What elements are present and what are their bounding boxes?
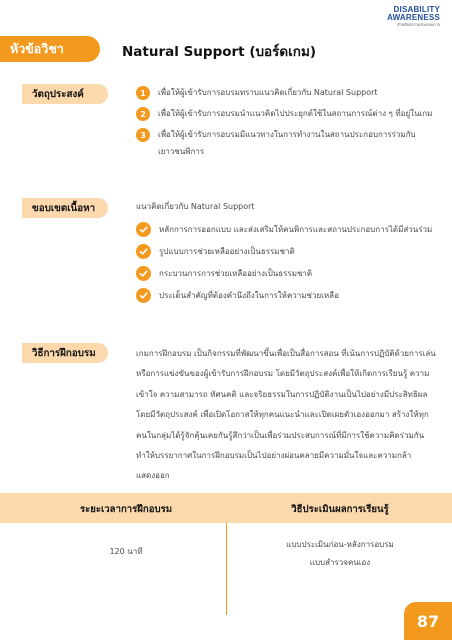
footer-header-band: [0, 493, 452, 523]
objective-text: เพื่อให้ผู้เข้ารับการอบรมทราบแนวคิดเกี่ยวกับ Natural Support: [158, 88, 378, 97]
scope-label: ขอบเขตเนื้อหา: [22, 198, 108, 218]
scope-text: กระบวนการการช่วยเหลืออย่างเป็นธรรมชาติ: [159, 269, 313, 278]
disability-awareness-logo: [387, 6, 440, 27]
logo-line3: สำหรับสถานประกอบการ: [397, 22, 440, 27]
method-label: วิธีการฝึกอบรม: [22, 343, 108, 363]
evaluation-label: วิธีประเมินผลการเรียนรู้: [291, 504, 389, 515]
list-item: [136, 221, 436, 238]
logo-line1: DISABILITY: [393, 5, 440, 14]
scope-intro: แนวคิดเกี่ยวกับ Natural Support: [136, 202, 255, 211]
list-item: [136, 126, 436, 160]
logo-line2: AWARENESS: [387, 13, 440, 22]
scope-list: [136, 221, 436, 309]
objective-label: วัตถุประสงค์: [22, 84, 108, 104]
objective-text: เพื่อให้ผู้เข้ารับการอบรมนำแนวคิดไปประยุกต์ใช้ในสถานการณ์ต่าง ๆ ที่อยู่ในเกม: [158, 109, 433, 118]
list-item: [136, 84, 436, 101]
page-number: 87: [404, 602, 452, 640]
evaluation-line1: แบบประเมินก่อน-หลังการอบรม: [286, 540, 394, 549]
check-circle-icon: [136, 266, 151, 281]
scope-text: หลักการการออกแบบ และส่งเสริมให้คนพิการและสถานประกอบการได้มีส่วนร่วม: [159, 225, 433, 234]
list-item: [136, 243, 436, 260]
objective-list: [136, 84, 436, 164]
title-row: [0, 36, 452, 62]
footer-divider: [226, 523, 227, 615]
method-text: เกมการฝึกอบรม เป็นกิจกรรมที่พัฒนาขึ้นเพื่อเป็นสื่อการสอน ที่เน้นการปฏิบัติด้วยการเล่น หรือการแข่งขันของผู้เข้ารับการฝึกอบรม โดยมีวัตถุประสงค์เพื่อให้เกิดการเรียนรู้ ความเข้าใจ ความสามารถ ทัศนคติ และจริยธรรมในการปฏิบัติงานเป็นไปอย่างมีประสิทธิผล โดยมีวัตถุประสงค์ เพื่อเปิดโอกาสให้ทุกคนแนะนำและเปิดเผยตัวเองออกมา สร้างให้ทุกคนในกลุ่มได้รู้จักคุ้นเคยกันรู้สึกว่าเป็นเพื่อร่วมประสบการณ์ที่มีการใช้ความคิดร่วมกันทำให้บรรยากาศในการฝึกอบรมเป็นไปอย่างผ่อนคลายมีความมั่นใจและความกล้าแสดงออก: [136, 349, 436, 481]
list-item: [136, 287, 436, 304]
number-badge: 1: [136, 86, 150, 100]
duration-label: ระยะเวลาการฝึกอบรม: [79, 504, 173, 515]
topic-label: หัวข้อวิชา: [0, 36, 100, 62]
scope-text: ประเด็นสำคัญที่ต้องคำนึงถึงในการให้ความช่วยเหลือ: [159, 291, 339, 300]
duration-value: 120 นาที: [109, 547, 143, 556]
check-circle-icon: [136, 288, 151, 303]
number-badge: 2: [136, 107, 150, 121]
number-badge: 3: [136, 128, 150, 142]
objective-text: เพื่อให้ผู้เข้ารับการอบรมมีแนวทางในการทำงานในสถานประกอบการร่วมกับเยาวชนพิการ: [158, 130, 416, 156]
check-circle-icon: [136, 244, 151, 259]
list-item: [136, 265, 436, 282]
scope-text: รูปแบบการช่วยเหลืออย่างเป็นธรรมชาติ: [159, 247, 295, 256]
evaluation-line2: แบบสำรวจคนเอง: [309, 558, 371, 567]
list-item: [136, 105, 436, 122]
page-title: Natural Support (บอร์ดเกม): [122, 44, 317, 60]
check-circle-icon: [136, 222, 151, 237]
